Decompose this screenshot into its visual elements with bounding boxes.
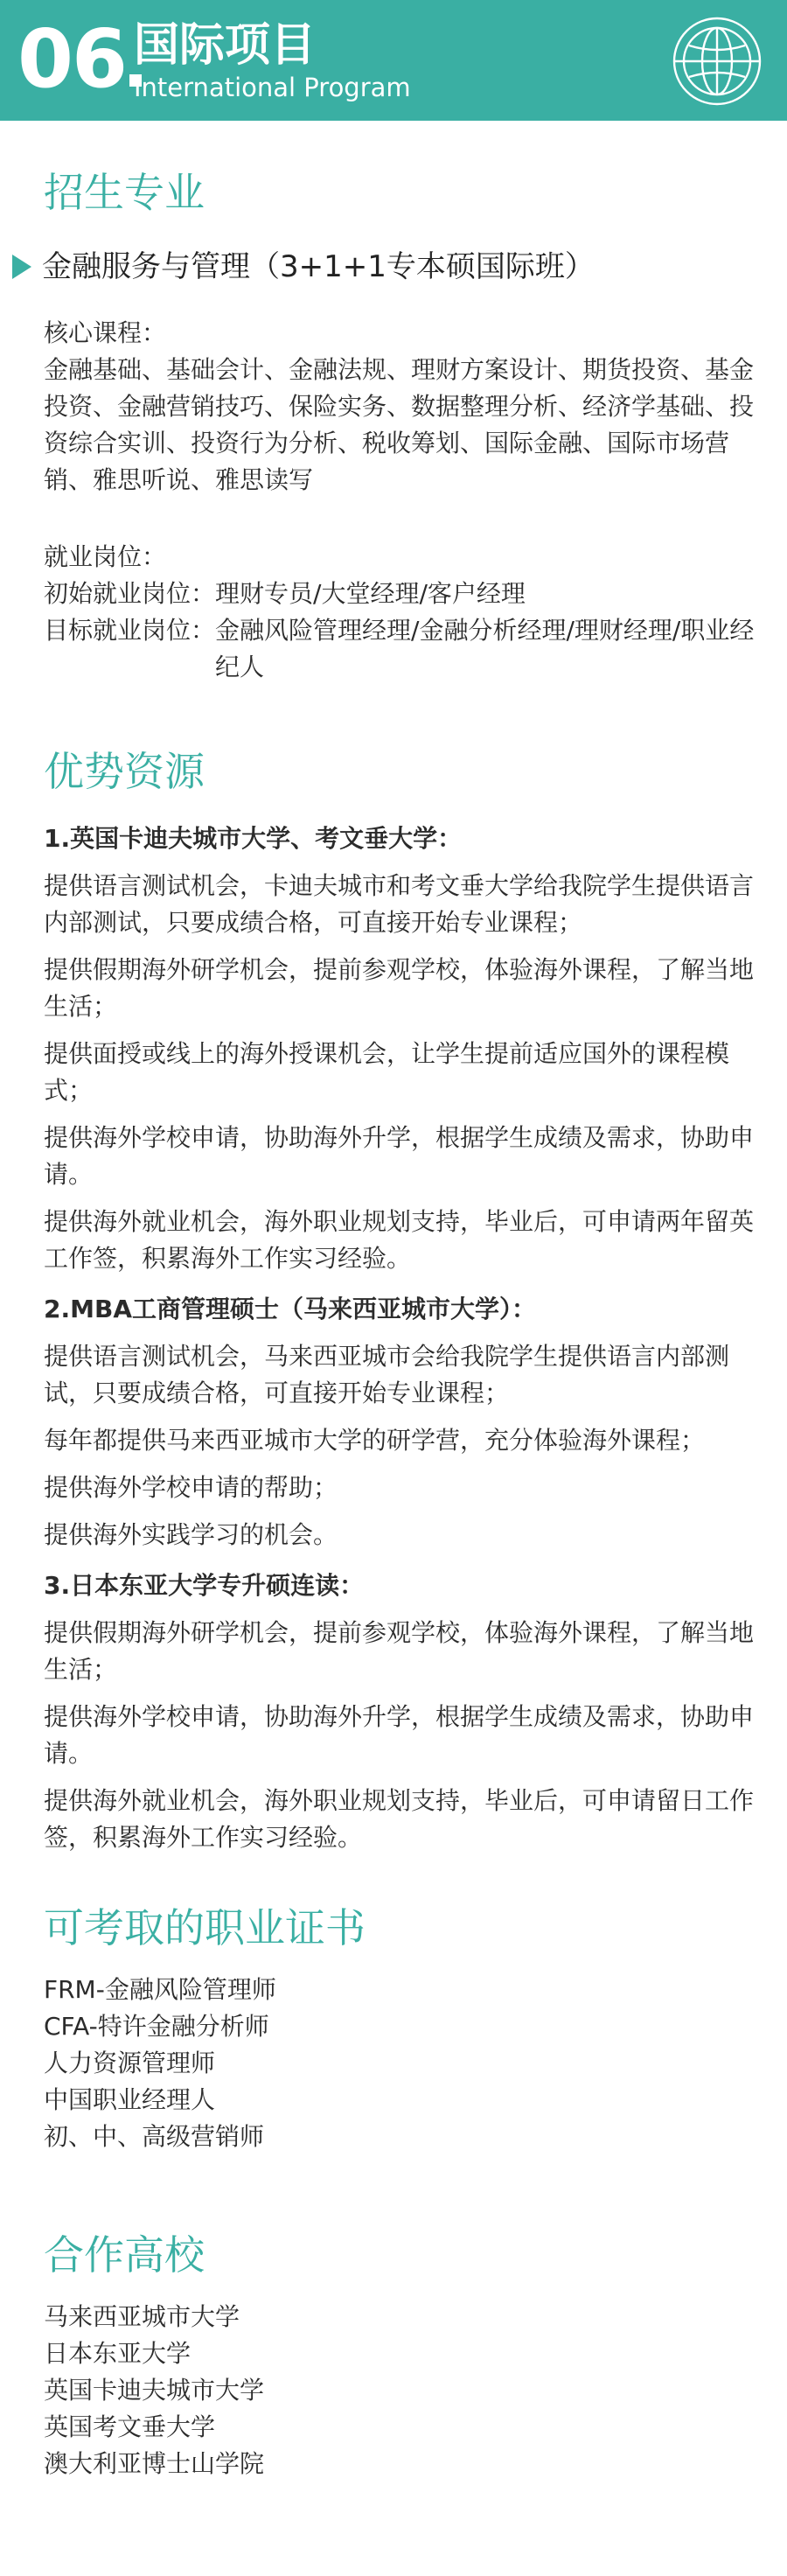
section-number: 06	[17, 7, 142, 112]
advantage-item: 提供假期海外研学机会，提前参观学校，体验海外课程，了解当地生活；	[44, 955, 755, 1021]
main-content	[44, 166, 761, 2482]
advantage-item: 提供海外实践学习的机会。	[44, 1520, 338, 1549]
advantage-item: 提供假期海外研学机会，提前参观学校，体验海外课程，了解当地生活；	[44, 1618, 755, 1684]
list-item: 马来西亚城市大学	[44, 2302, 240, 2331]
list-item: CFA-特许金融分析师	[44, 2012, 269, 2041]
job-row	[44, 612, 761, 686]
job-key: 初始就业岗位：	[44, 579, 216, 608]
advantage-item: 提供海外学校申请的帮助；	[44, 1473, 338, 1502]
job-value: 金融风险管理经理/金融分析经理/理财经理/职业经纪人	[215, 616, 755, 681]
page-header	[0, 0, 787, 121]
group-title: 1.英国卡迪夫城市大学、考文垂大学：	[44, 824, 463, 853]
group-title: 3.日本东亚大学专升硕连读：	[44, 1571, 365, 1600]
advantage-item: 提供海外就业机会，海外职业规划支持，毕业后，可申请两年留英工作签，积累海外工作实习经验。	[44, 1207, 755, 1273]
list-item: 人力资源管理师	[44, 2049, 216, 2077]
list-item: 英国卡迪夫城市大学	[44, 2376, 265, 2405]
job-key: 目标就业岗位：	[44, 616, 216, 645]
group-title: 2.MBA工商管理硕士（马来西亚城市大学）：	[44, 1295, 536, 1323]
advantages-title: 优势资源	[44, 748, 205, 795]
list-item: 澳大利亚博士山学院	[44, 2449, 265, 2478]
list-item: 中国职业经理人	[44, 2085, 216, 2114]
major-name: 金融服务与管理（3+1+1专本硕国际班）	[42, 249, 595, 284]
list-item: 日本东亚大学	[44, 2339, 192, 2368]
advantage-item: 提供海外就业机会，海外职业规划支持，毕业后，可申请留日工作签，积累海外工作实习经验。	[44, 1786, 755, 1852]
job-value: 理财专员/大堂经理/客户经理	[215, 579, 526, 608]
advantage-item: 提供海外学校申请，协助海外升学，根据学生成绩及需求，协助申请。	[44, 1702, 755, 1768]
header-title-en: International Program	[134, 73, 411, 102]
jobs-label: 就业岗位：	[44, 542, 167, 571]
list-item: FRM-金融风险管理师	[44, 1975, 276, 2004]
advantage-item: 每年都提供马来西亚城市大学的研学营，充分体验海外课程；	[44, 1426, 706, 1455]
courses-text: 金融基础、基础会计、金融法规、理财方案设计、期货投资、基金投资、金融营销技巧、保险实务、数据整理分析、经济学基础、投资综合实训、投资行为分析、税收筹划、国际金融、国际市场营销、雅思听说、雅思读写	[44, 355, 755, 494]
advantage-item: 提供语言测试机会，卡迪夫城市和考文垂大学给我院学生提供语言内部测试，只要成绩合格，可直接开始专业课程；	[44, 871, 755, 937]
job-row	[44, 576, 761, 612]
courses-label: 核心课程：	[44, 318, 167, 347]
partners-title: 合作高校	[44, 2231, 205, 2279]
play-triangle-icon	[12, 255, 31, 279]
major-item	[12, 247, 761, 287]
certificates-title: 可考取的职业证书	[44, 1904, 366, 1951]
certificates-list	[44, 1972, 761, 2155]
globe-icon	[672, 16, 763, 107]
partners-list	[44, 2299, 761, 2482]
advantage-item: 提供语言测试机会，马来西亚城市会给我院学生提供语言内部测试，只要成绩合格，可直接开始专业课程；	[44, 1342, 730, 1407]
list-item: 英国考文垂大学	[44, 2412, 216, 2441]
advantage-item: 提供面授或线上的海外授课机会，让学生提前适应国外的课程模式；	[44, 1039, 730, 1105]
list-item: 初、中、高级营销师	[44, 2122, 265, 2151]
enrollment-title: 招生专业	[44, 169, 205, 216]
header-title-cn: 国际项目	[134, 19, 317, 72]
advantage-item: 提供海外学校申请，协助海外升学，根据学生成绩及需求，协助申请。	[44, 1123, 755, 1189]
